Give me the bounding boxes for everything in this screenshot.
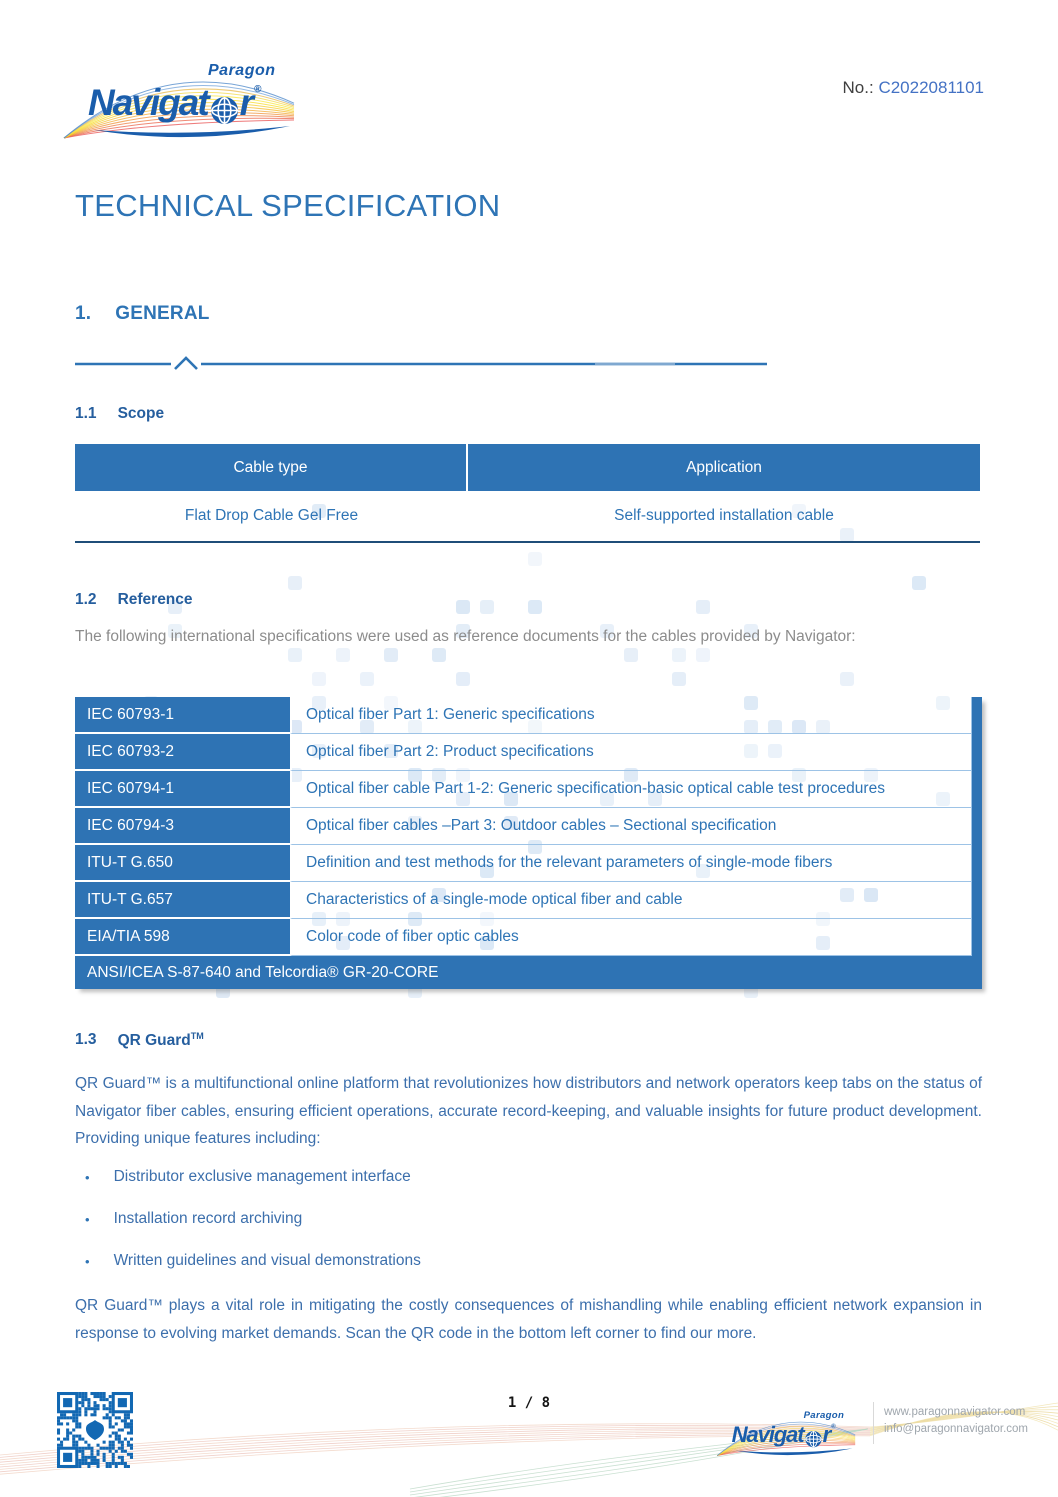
reference-code: IEC 60794-1: [75, 771, 290, 808]
logo-brand-post: r: [822, 1422, 831, 1447]
table-row: [75, 919, 982, 956]
reference-description: Optical fiber cables –Part 3: Outdoor cables – Sectional specification: [290, 808, 972, 845]
navigator-logo: [62, 42, 322, 142]
bullet-icon: •: [85, 1212, 90, 1227]
page-number: 1 / 8: [507, 1395, 551, 1411]
bullet-icon: •: [85, 1254, 90, 1269]
subsection-heading-reference: [75, 591, 193, 609]
scope-application-value: Self-supported installation cable: [614, 507, 834, 524]
subsection-number: 1.3: [75, 1031, 97, 1048]
reference-code: IEC 60793-2: [75, 734, 290, 771]
reference-description: Color code of fiber optic cables: [290, 919, 972, 956]
reference-description: Optical fiber Part 1: Generic specifications: [290, 697, 972, 734]
scope-table-data-row: [75, 491, 980, 543]
bullet-text: Written guidelines and visual demonstrations: [113, 1252, 421, 1269]
registered-mark: ®: [254, 83, 262, 95]
reference-description: Characteristics of a single-mode optical fiber and cable: [290, 882, 972, 919]
reference-description: Optical fiber cable Part 1-2: Generic specification-basic optical cable test procedures: [290, 771, 972, 808]
globe-icon: [210, 92, 239, 121]
scope-table-header-row: [75, 444, 980, 491]
subsection-title: Reference: [117, 591, 193, 608]
section-number: 1.: [75, 303, 92, 324]
reference-code: ITU-T G.657: [75, 882, 290, 919]
section-heading-general: [75, 303, 210, 325]
logo-paragon-text: Paragon: [803, 1410, 845, 1421]
scope-table: [75, 444, 980, 543]
logo-swoosh-decoration: [92, 126, 292, 142]
table-row: [75, 734, 982, 771]
reference-description: Definition and test methods for the relevant parameters of single-mode fibers: [290, 845, 972, 882]
document-number: [843, 78, 984, 98]
table-row: [75, 697, 982, 734]
qr-guard-title-text: QR Guard: [117, 1032, 191, 1050]
qr-guard-paragraph-2: QR Guard™ plays a vital role in mitigating the costly consequences of mishandling while enabling efficient network expansion in response to evolving market demands. Scan the QR code in the bottom left corner to find our more.: [75, 1297, 982, 1342]
table-row: [75, 882, 982, 919]
table-row: [75, 845, 982, 882]
logo-brand-post: r: [239, 82, 253, 123]
subsection-heading-qr-guard: [75, 1031, 204, 1050]
trademark-superscript: TM: [190, 1031, 204, 1041]
subsection-number: 1.2: [75, 591, 97, 608]
logo-brand-pre: Navigat: [88, 82, 208, 123]
reference-intro-text: The following international specifications were used as reference documents for the cables provided by Navigator:: [75, 628, 856, 645]
reference-table: [75, 697, 982, 989]
reference-footer-row: ANSI/ICEA S-87-640 and Telcordia® GR-20-CORE: [75, 956, 982, 989]
section-divider-decoration: [75, 356, 767, 372]
table-row: [75, 771, 982, 808]
table-row: [75, 808, 982, 845]
qr-guard-bullet-list: [85, 1168, 421, 1294]
list-item: [85, 1252, 421, 1294]
bullet-icon: •: [85, 1170, 90, 1185]
footer-divider: [873, 1402, 874, 1444]
footer-contact: [884, 1404, 1028, 1438]
section-title: GENERAL: [115, 303, 210, 324]
logo-paragon-text: Paragon: [208, 62, 276, 79]
scope-col-application: Application: [686, 458, 762, 476]
globe-icon: [805, 1428, 822, 1445]
logo-brand-text: [88, 82, 261, 124]
scope-cable-type-value: Flat Drop Cable Gel Free: [184, 507, 359, 524]
footer-navigator-logo: [716, 1398, 872, 1458]
scope-col-cable-type: Cable type: [75, 444, 468, 491]
subsection-number: 1.1: [75, 405, 97, 422]
registered-mark: ®: [831, 1422, 836, 1430]
subsection-heading-scope: [75, 405, 164, 423]
reference-code: IEC 60794-3: [75, 808, 290, 845]
page-title: TECHNICAL SPECIFICATION: [75, 188, 501, 223]
bullet-text: Installation record archiving: [113, 1210, 303, 1227]
qr-guard-paragraph-1: QR Guard™ is a multifunctional online platform that revolutionizes how distributors and network operators keep tabs on the status of Navigator fiber cables, ensuring efficient operations, accurate record-keeping, and valuable insights for future product development. Providing unique features including:: [75, 1075, 982, 1147]
bullet-text: Distributor exclusive management interface: [113, 1168, 411, 1185]
list-item: [85, 1168, 421, 1210]
list-item: [85, 1210, 421, 1252]
subsection-title: [118, 1031, 204, 1050]
footer-email: info@paragonnavigator.com: [884, 1423, 1029, 1435]
subsection-title: Scope: [117, 405, 165, 422]
footer-website: www.paragonnavigator.com: [884, 1406, 1026, 1418]
logo-brand-pre: Navigat: [731, 1422, 804, 1447]
logo-brand-text: [732, 1422, 836, 1447]
doc-no-value: C2022081101: [878, 78, 984, 97]
reference-code: ITU-T G.650: [75, 845, 290, 882]
logo-swoosh-decoration: [734, 1448, 854, 1458]
reference-code: EIA/TIA 598: [75, 919, 290, 956]
doc-no-label: No.:: [842, 78, 874, 97]
reference-description: Optical fiber Part 2: Product specifications: [290, 734, 972, 771]
reference-code: IEC 60793-1: [75, 697, 290, 734]
